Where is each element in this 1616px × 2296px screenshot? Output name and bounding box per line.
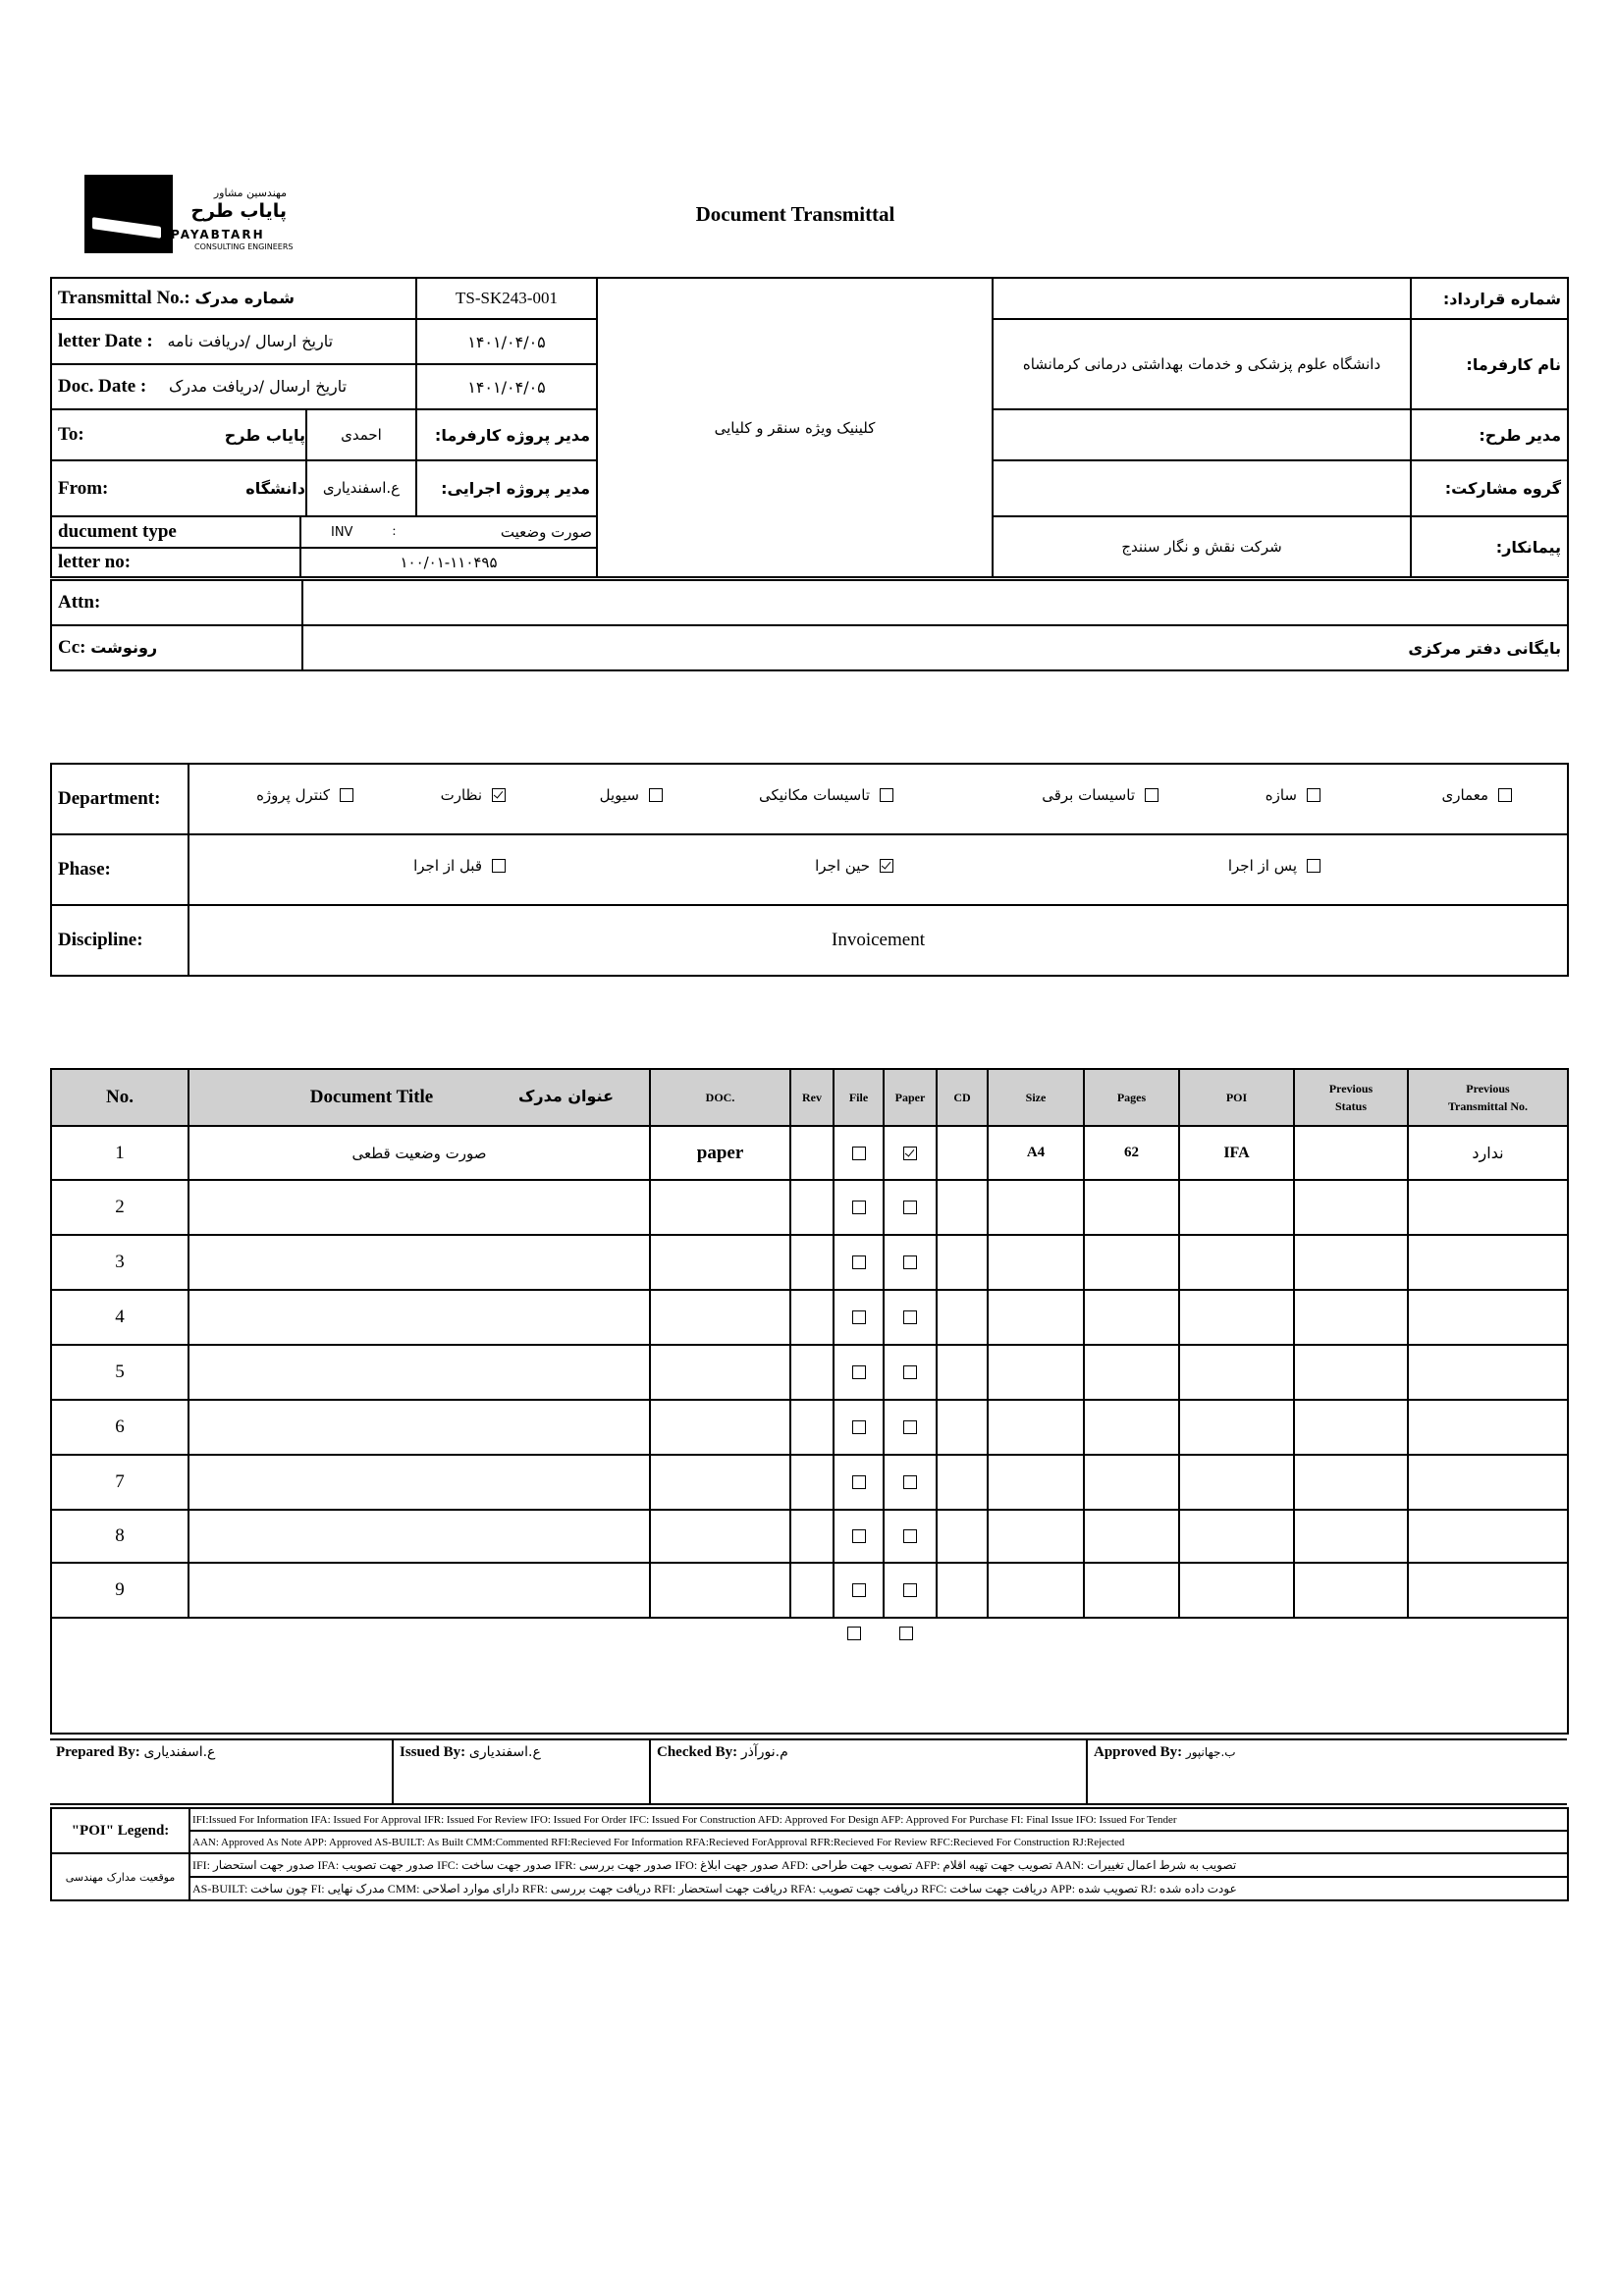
row-paper-checkbox[interactable] xyxy=(903,1529,917,1543)
row-file-checkbox[interactable] xyxy=(852,1365,866,1379)
phase-option-label: حین اجرا xyxy=(815,857,870,875)
classification-table xyxy=(50,763,1569,977)
issued-by-value: ع.اسفندیاری xyxy=(468,1744,541,1760)
row-poi xyxy=(1179,1563,1294,1618)
prepared-by-value: ع.اسفندیاری xyxy=(143,1744,216,1760)
department-option[interactable] xyxy=(759,786,893,804)
row-cd xyxy=(937,1180,988,1235)
from-label: From: xyxy=(58,477,109,499)
row-no: 9 xyxy=(51,1563,189,1618)
row-prev-status xyxy=(1294,1400,1408,1455)
row-doc xyxy=(650,1290,790,1345)
col-title-fa: عنوان مدرک xyxy=(518,1087,614,1105)
doc-date-fa: تاریخ ارسال /دریافت مدرک xyxy=(168,377,348,396)
row-pages xyxy=(1084,1563,1179,1618)
phase-option[interactable] xyxy=(413,857,506,875)
row-prev-status xyxy=(1294,1290,1408,1345)
legend-line-4: AS-BUILT: چون ساخت FI: مدرک نهایی CMM: دارای موارد اصلاحی RFR: دریافت جهت بررسی RFI: دریافت جهت استحضار RFA: دریافت جهت تصویب RFC: دریافت جهت ساخت APP: تصویب شده RJ: عودت داده شده xyxy=(189,1877,1568,1900)
row-size xyxy=(988,1345,1084,1400)
row-size xyxy=(988,1290,1084,1345)
row-rev xyxy=(790,1126,834,1180)
department-option-label: سیویل xyxy=(599,786,639,804)
doc-date-label: Doc. Date : xyxy=(58,376,147,397)
row-doc xyxy=(650,1400,790,1455)
row-prev-status xyxy=(1294,1345,1408,1400)
table-row xyxy=(51,1510,1568,1563)
row-rev xyxy=(790,1235,834,1290)
row-doc xyxy=(650,1180,790,1235)
row-paper[interactable] xyxy=(884,1290,937,1345)
department-option[interactable] xyxy=(1266,786,1320,804)
table-footer-area xyxy=(51,1618,1568,1734)
company-logo xyxy=(84,173,300,261)
row-prev-status xyxy=(1294,1455,1408,1510)
row-cd xyxy=(937,1455,988,1510)
row-prev-status xyxy=(1294,1126,1408,1180)
row-no: 5 xyxy=(51,1345,189,1400)
col-doc: DOC. xyxy=(650,1069,790,1126)
col-pages: Pages xyxy=(1084,1069,1179,1126)
phase-options xyxy=(189,834,1568,905)
col-file: File xyxy=(834,1069,884,1126)
prepared-by-label: Prepared By: xyxy=(56,1744,140,1760)
department-options xyxy=(189,764,1568,834)
row-file-checkbox[interactable] xyxy=(852,1147,866,1160)
col-prev-status-1: Previous xyxy=(1328,1082,1374,1095)
approved-by-cell xyxy=(1087,1739,1567,1804)
row-poi xyxy=(1179,1455,1294,1510)
row-paper[interactable] xyxy=(884,1400,937,1455)
row-poi xyxy=(1179,1180,1294,1235)
from-value: دانشگاه xyxy=(245,479,305,498)
transmittal-no-fa: شماره مدرک xyxy=(194,289,295,307)
table-row xyxy=(51,1290,1568,1345)
row-file-checkbox[interactable] xyxy=(852,1475,866,1489)
row-title xyxy=(189,1345,650,1400)
row-paper[interactable] xyxy=(884,1235,937,1290)
phase-label: Phase: xyxy=(51,834,189,905)
row-no: 6 xyxy=(51,1400,189,1455)
department-label: Department: xyxy=(51,764,189,834)
row-rev xyxy=(790,1345,834,1400)
row-no: 7 xyxy=(51,1455,189,1510)
phase-option[interactable] xyxy=(815,857,893,875)
row-paper-checkbox[interactable] xyxy=(903,1475,917,1489)
row-file[interactable] xyxy=(834,1126,884,1180)
phase-option[interactable] xyxy=(1228,857,1320,875)
row-prev-status xyxy=(1294,1563,1408,1618)
discipline-label: Discipline: xyxy=(51,905,189,976)
legend-line-1: IFI:Issued For Information IFA: Issued For Approval IFR: Issued For Review IFO: Issued For Order IFC: Issued For Construction AFD: Approved For Design AFP: Approved For Purchase FI: Final Issue IFO: Issued For Tender xyxy=(189,1808,1568,1831)
contract-no-value xyxy=(993,278,1411,319)
department-checkbox[interactable] xyxy=(880,788,893,802)
to-value: پایاب طرح xyxy=(224,425,305,445)
row-paper-checkbox[interactable] xyxy=(903,1147,917,1160)
row-no: 2 xyxy=(51,1180,189,1235)
row-poi: IFA xyxy=(1179,1126,1294,1180)
row-file[interactable] xyxy=(834,1455,884,1510)
row-no: 3 xyxy=(51,1235,189,1290)
row-file[interactable] xyxy=(834,1235,884,1290)
letter-no-label: letter no: xyxy=(58,552,132,572)
department-option-label: سازه xyxy=(1265,786,1297,804)
letter-date-fa: تاریخ ارسال /دریافت نامه xyxy=(167,332,334,350)
row-title: صورت وضعیت قطعی xyxy=(189,1126,650,1180)
phase-checkbox[interactable] xyxy=(492,859,506,873)
row-pages xyxy=(1084,1180,1179,1235)
row-title xyxy=(189,1180,650,1235)
row-poi xyxy=(1179,1235,1294,1290)
row-size xyxy=(988,1235,1084,1290)
design-manager-label: مدیر طرح: xyxy=(1411,409,1568,460)
issued-by-label: Issued By: xyxy=(400,1744,466,1760)
table-row xyxy=(51,1400,1568,1455)
issued-by-cell xyxy=(393,1739,650,1804)
row-pages xyxy=(1084,1345,1179,1400)
row-doc xyxy=(650,1455,790,1510)
row-rev xyxy=(790,1563,834,1618)
checked-by-value: م.نورآذر xyxy=(740,1744,788,1760)
extra-paper-checkbox[interactable] xyxy=(899,1627,913,1640)
discipline-value: Invoicement xyxy=(189,905,1568,976)
contractor-value: شرکت نقش و نگار سنندج xyxy=(993,516,1411,577)
row-paper[interactable] xyxy=(884,1126,937,1180)
row-cd xyxy=(937,1290,988,1345)
logo-tagline: مهندسین مشاور xyxy=(213,187,287,199)
department-checkbox[interactable] xyxy=(1498,788,1512,802)
row-pages xyxy=(1084,1235,1179,1290)
row-prev-trans xyxy=(1408,1455,1568,1510)
row-prev-trans xyxy=(1408,1400,1568,1455)
department-option-label: تاسیسات مکانیکی xyxy=(758,786,870,804)
col-prev-trans xyxy=(1408,1069,1568,1126)
department-option[interactable] xyxy=(256,786,353,804)
logo-mark xyxy=(84,175,173,253)
department-checkbox[interactable] xyxy=(649,788,663,802)
attn-label: Attn: xyxy=(51,580,302,625)
row-title xyxy=(189,1510,650,1563)
row-pages xyxy=(1084,1400,1179,1455)
letter-date-value: ۱۴۰۱/۰۴/۰۵ xyxy=(416,319,597,364)
to-label: To: xyxy=(58,424,84,445)
col-poi: POI xyxy=(1179,1069,1294,1126)
approved-by-label: Approved By: xyxy=(1094,1744,1183,1760)
department-checkbox[interactable] xyxy=(340,788,353,802)
department-checkbox[interactable] xyxy=(1145,788,1158,802)
partnership-label: گروه مشارکت: xyxy=(1411,460,1568,516)
row-cd xyxy=(937,1563,988,1618)
prepared-by-cell xyxy=(50,1739,393,1804)
letter-no-value: ۱۰۰/۰۱-۱۱۰۴۹۵ xyxy=(299,549,596,576)
row-file[interactable] xyxy=(834,1290,884,1345)
row-file-checkbox[interactable] xyxy=(852,1255,866,1269)
row-no: 1 xyxy=(51,1126,189,1180)
row-doc xyxy=(650,1345,790,1400)
row-prev-trans xyxy=(1408,1563,1568,1618)
design-manager-value xyxy=(993,409,1411,460)
poi-legend-table xyxy=(50,1807,1569,1901)
logo-name-fa: پایاب طرح xyxy=(190,200,287,222)
contract-no-label: شماره قرارداد: xyxy=(1411,278,1568,319)
phase-checkbox[interactable] xyxy=(880,859,893,873)
table-row xyxy=(51,1345,1568,1400)
row-size xyxy=(988,1400,1084,1455)
row-prev-status xyxy=(1294,1510,1408,1563)
row-size xyxy=(988,1455,1084,1510)
phase-option-label: پس از اجرا xyxy=(1227,857,1297,875)
row-cd xyxy=(937,1235,988,1290)
project-name: کلینیک ویژه سنقر و کلیایی xyxy=(597,278,993,577)
to-pm-name: احمدی xyxy=(305,410,415,459)
row-poi xyxy=(1179,1345,1294,1400)
page-title: Document Transmittal xyxy=(695,202,895,226)
row-file-checkbox[interactable] xyxy=(852,1420,866,1434)
legend-label-fa: موقعیت مدارک مهندسی xyxy=(51,1853,189,1900)
row-pages xyxy=(1084,1455,1179,1510)
row-file[interactable] xyxy=(834,1510,884,1563)
row-paper[interactable] xyxy=(884,1510,937,1563)
table-row xyxy=(51,1563,1568,1618)
row-title xyxy=(189,1455,650,1510)
row-prev-trans xyxy=(1408,1290,1568,1345)
col-prev-trans-2: Transmittal No. xyxy=(1447,1099,1529,1113)
table-row xyxy=(51,1455,1568,1510)
logo-sub-en: CONSULTING ENGINEERS xyxy=(194,242,294,251)
row-poi xyxy=(1179,1290,1294,1345)
doc-type-fa: صورت وضعیت xyxy=(500,523,592,541)
row-title xyxy=(189,1400,650,1455)
row-paper[interactable] xyxy=(884,1345,937,1400)
row-no: 4 xyxy=(51,1290,189,1345)
row-title xyxy=(189,1290,650,1345)
legend-line-2: AAN: Approved As Note APP: Approved AS-BUILT: As Built CMM:Commented RFI:Recieved For Information RFA:Recieved ForApproval RFR:Recieved For Review RFC:Recieved For Construction RJ:Rejected xyxy=(189,1831,1568,1853)
department-option-label: کنترل پروژه xyxy=(256,786,330,804)
row-pages xyxy=(1084,1510,1179,1563)
row-rev xyxy=(790,1455,834,1510)
letter-date-label: letter Date : xyxy=(58,331,153,351)
doc-type-code: INV xyxy=(331,524,353,540)
doc-date-value: ۱۴۰۱/۰۴/۰۵ xyxy=(416,364,597,409)
attn-value xyxy=(302,580,1568,625)
row-prev-trans xyxy=(1408,1510,1568,1563)
transmittal-no-cell xyxy=(51,278,416,319)
row-rev xyxy=(790,1290,834,1345)
table-row xyxy=(51,1235,1568,1290)
col-prev-status xyxy=(1294,1069,1408,1126)
col-size: Size xyxy=(988,1069,1084,1126)
row-file[interactable] xyxy=(834,1345,884,1400)
department-option-label: تاسیسات برقی xyxy=(1042,786,1135,804)
row-paper-checkbox[interactable] xyxy=(903,1420,917,1434)
row-paper-checkbox[interactable] xyxy=(903,1255,917,1269)
row-file-checkbox[interactable] xyxy=(852,1201,866,1214)
row-doc xyxy=(650,1563,790,1618)
row-file[interactable] xyxy=(834,1563,884,1618)
department-checkbox[interactable] xyxy=(492,788,506,802)
row-file-checkbox[interactable] xyxy=(852,1583,866,1597)
phase-option-label: قبل از اجرا xyxy=(413,857,482,875)
row-file-checkbox[interactable] xyxy=(852,1310,866,1324)
doc-type-label: ducument type xyxy=(58,521,177,542)
row-cd xyxy=(937,1510,988,1563)
row-rev xyxy=(790,1180,834,1235)
row-prev-trans xyxy=(1408,1235,1568,1290)
row-doc xyxy=(650,1235,790,1290)
archive-value: بایگانی دفتر مرکزی xyxy=(302,625,1568,670)
checked-by-label: Checked By: xyxy=(657,1744,738,1760)
row-no: 8 xyxy=(51,1510,189,1563)
row-paper-checkbox[interactable] xyxy=(903,1310,917,1324)
row-poi xyxy=(1179,1400,1294,1455)
row-title xyxy=(189,1563,650,1618)
row-paper-checkbox[interactable] xyxy=(903,1583,917,1597)
row-doc xyxy=(650,1510,790,1563)
row-pages xyxy=(1084,1290,1179,1345)
row-prev-trans xyxy=(1408,1345,1568,1400)
department-option[interactable] xyxy=(600,786,663,804)
row-prev-status xyxy=(1294,1235,1408,1290)
col-cd: CD xyxy=(937,1069,988,1126)
approved-by-value: ب.جهانپور xyxy=(1185,1745,1236,1759)
department-option-label: معماری xyxy=(1441,786,1488,804)
checked-by-cell xyxy=(650,1739,1087,1804)
row-paper-checkbox[interactable] xyxy=(903,1201,917,1214)
col-title-en: Document Title xyxy=(309,1087,434,1107)
department-option-label: نظارت xyxy=(440,786,482,804)
row-file-checkbox[interactable] xyxy=(852,1529,866,1543)
row-doc: paper xyxy=(650,1126,790,1180)
to-pm-label: مدیر پروژه کارفرما: xyxy=(416,409,597,460)
cc-fa: رونوشت xyxy=(90,638,158,657)
row-size xyxy=(988,1563,1084,1618)
doc-type-colon: : xyxy=(392,524,397,539)
client-value: دانشگاه علوم پزشکی و خدمات بهداشتی درمانی کرمانشاه xyxy=(993,319,1411,409)
department-option[interactable] xyxy=(441,786,506,804)
department-option[interactable] xyxy=(1442,786,1513,804)
legend-label: "POI" Legend: xyxy=(51,1808,189,1853)
row-prev-trans xyxy=(1408,1180,1568,1235)
header-table xyxy=(50,277,1569,578)
contractor-label: پیمانکار: xyxy=(1411,516,1568,577)
transmittal-no-label: Transmittal No.: xyxy=(58,288,190,308)
department-checkbox[interactable] xyxy=(1307,788,1320,802)
documents-table xyxy=(50,1068,1569,1735)
client-label: نام کارفرما: xyxy=(1411,319,1568,409)
legend-line-3: IFI: صدور جهت استحضار IFA: صدور جهت تصویب IFC: صدور جهت ساخت IFR: صدور جهت بررسی IFO: صدور جهت ابلاغ AFD: تصویب جهت طراحی AFP: تصویب جهت تهیه اقلام AAN: تصویب به شرط اعمال تغییرات xyxy=(189,1853,1568,1877)
row-prev-status xyxy=(1294,1180,1408,1235)
partnership-value xyxy=(993,460,1411,516)
row-file[interactable] xyxy=(834,1400,884,1455)
row-rev xyxy=(790,1510,834,1563)
row-poi xyxy=(1179,1510,1294,1563)
col-prev-trans-1: Previous xyxy=(1466,1082,1510,1095)
col-prev-status-2: Status xyxy=(1334,1099,1367,1113)
phase-checkbox[interactable] xyxy=(1307,859,1320,873)
row-paper[interactable] xyxy=(884,1563,937,1618)
col-title xyxy=(189,1069,650,1126)
row-paper[interactable] xyxy=(884,1180,937,1235)
attn-cc-table xyxy=(50,579,1569,671)
row-pages: 62 xyxy=(1084,1126,1179,1180)
col-no: No. xyxy=(51,1069,189,1126)
from-pm-name: ع.اسفندیاری xyxy=(305,461,415,515)
from-pm-label: مدیر پروژه اجرایی: xyxy=(416,460,597,516)
row-prev-trans: ندارد xyxy=(1408,1126,1568,1180)
row-size xyxy=(988,1180,1084,1235)
row-paper-checkbox[interactable] xyxy=(903,1365,917,1379)
extra-file-checkbox[interactable] xyxy=(847,1627,861,1640)
cc-label: Cc: xyxy=(58,637,86,658)
row-size: A4 xyxy=(988,1126,1084,1180)
col-rev: Rev xyxy=(790,1069,834,1126)
department-option[interactable] xyxy=(1042,786,1158,804)
table-row xyxy=(51,1126,1568,1180)
row-title xyxy=(189,1235,650,1290)
row-paper[interactable] xyxy=(884,1455,937,1510)
row-rev xyxy=(790,1400,834,1455)
row-cd xyxy=(937,1126,988,1180)
row-size xyxy=(988,1510,1084,1563)
row-cd xyxy=(937,1345,988,1400)
logo-name-en: PAYABTARH xyxy=(171,228,265,241)
transmittal-no-value: TS-SK243-001 xyxy=(416,278,597,319)
row-file[interactable] xyxy=(834,1180,884,1235)
col-paper: Paper xyxy=(884,1069,937,1126)
table-row xyxy=(51,1180,1568,1235)
row-cd xyxy=(937,1400,988,1455)
signature-table xyxy=(50,1738,1567,1805)
